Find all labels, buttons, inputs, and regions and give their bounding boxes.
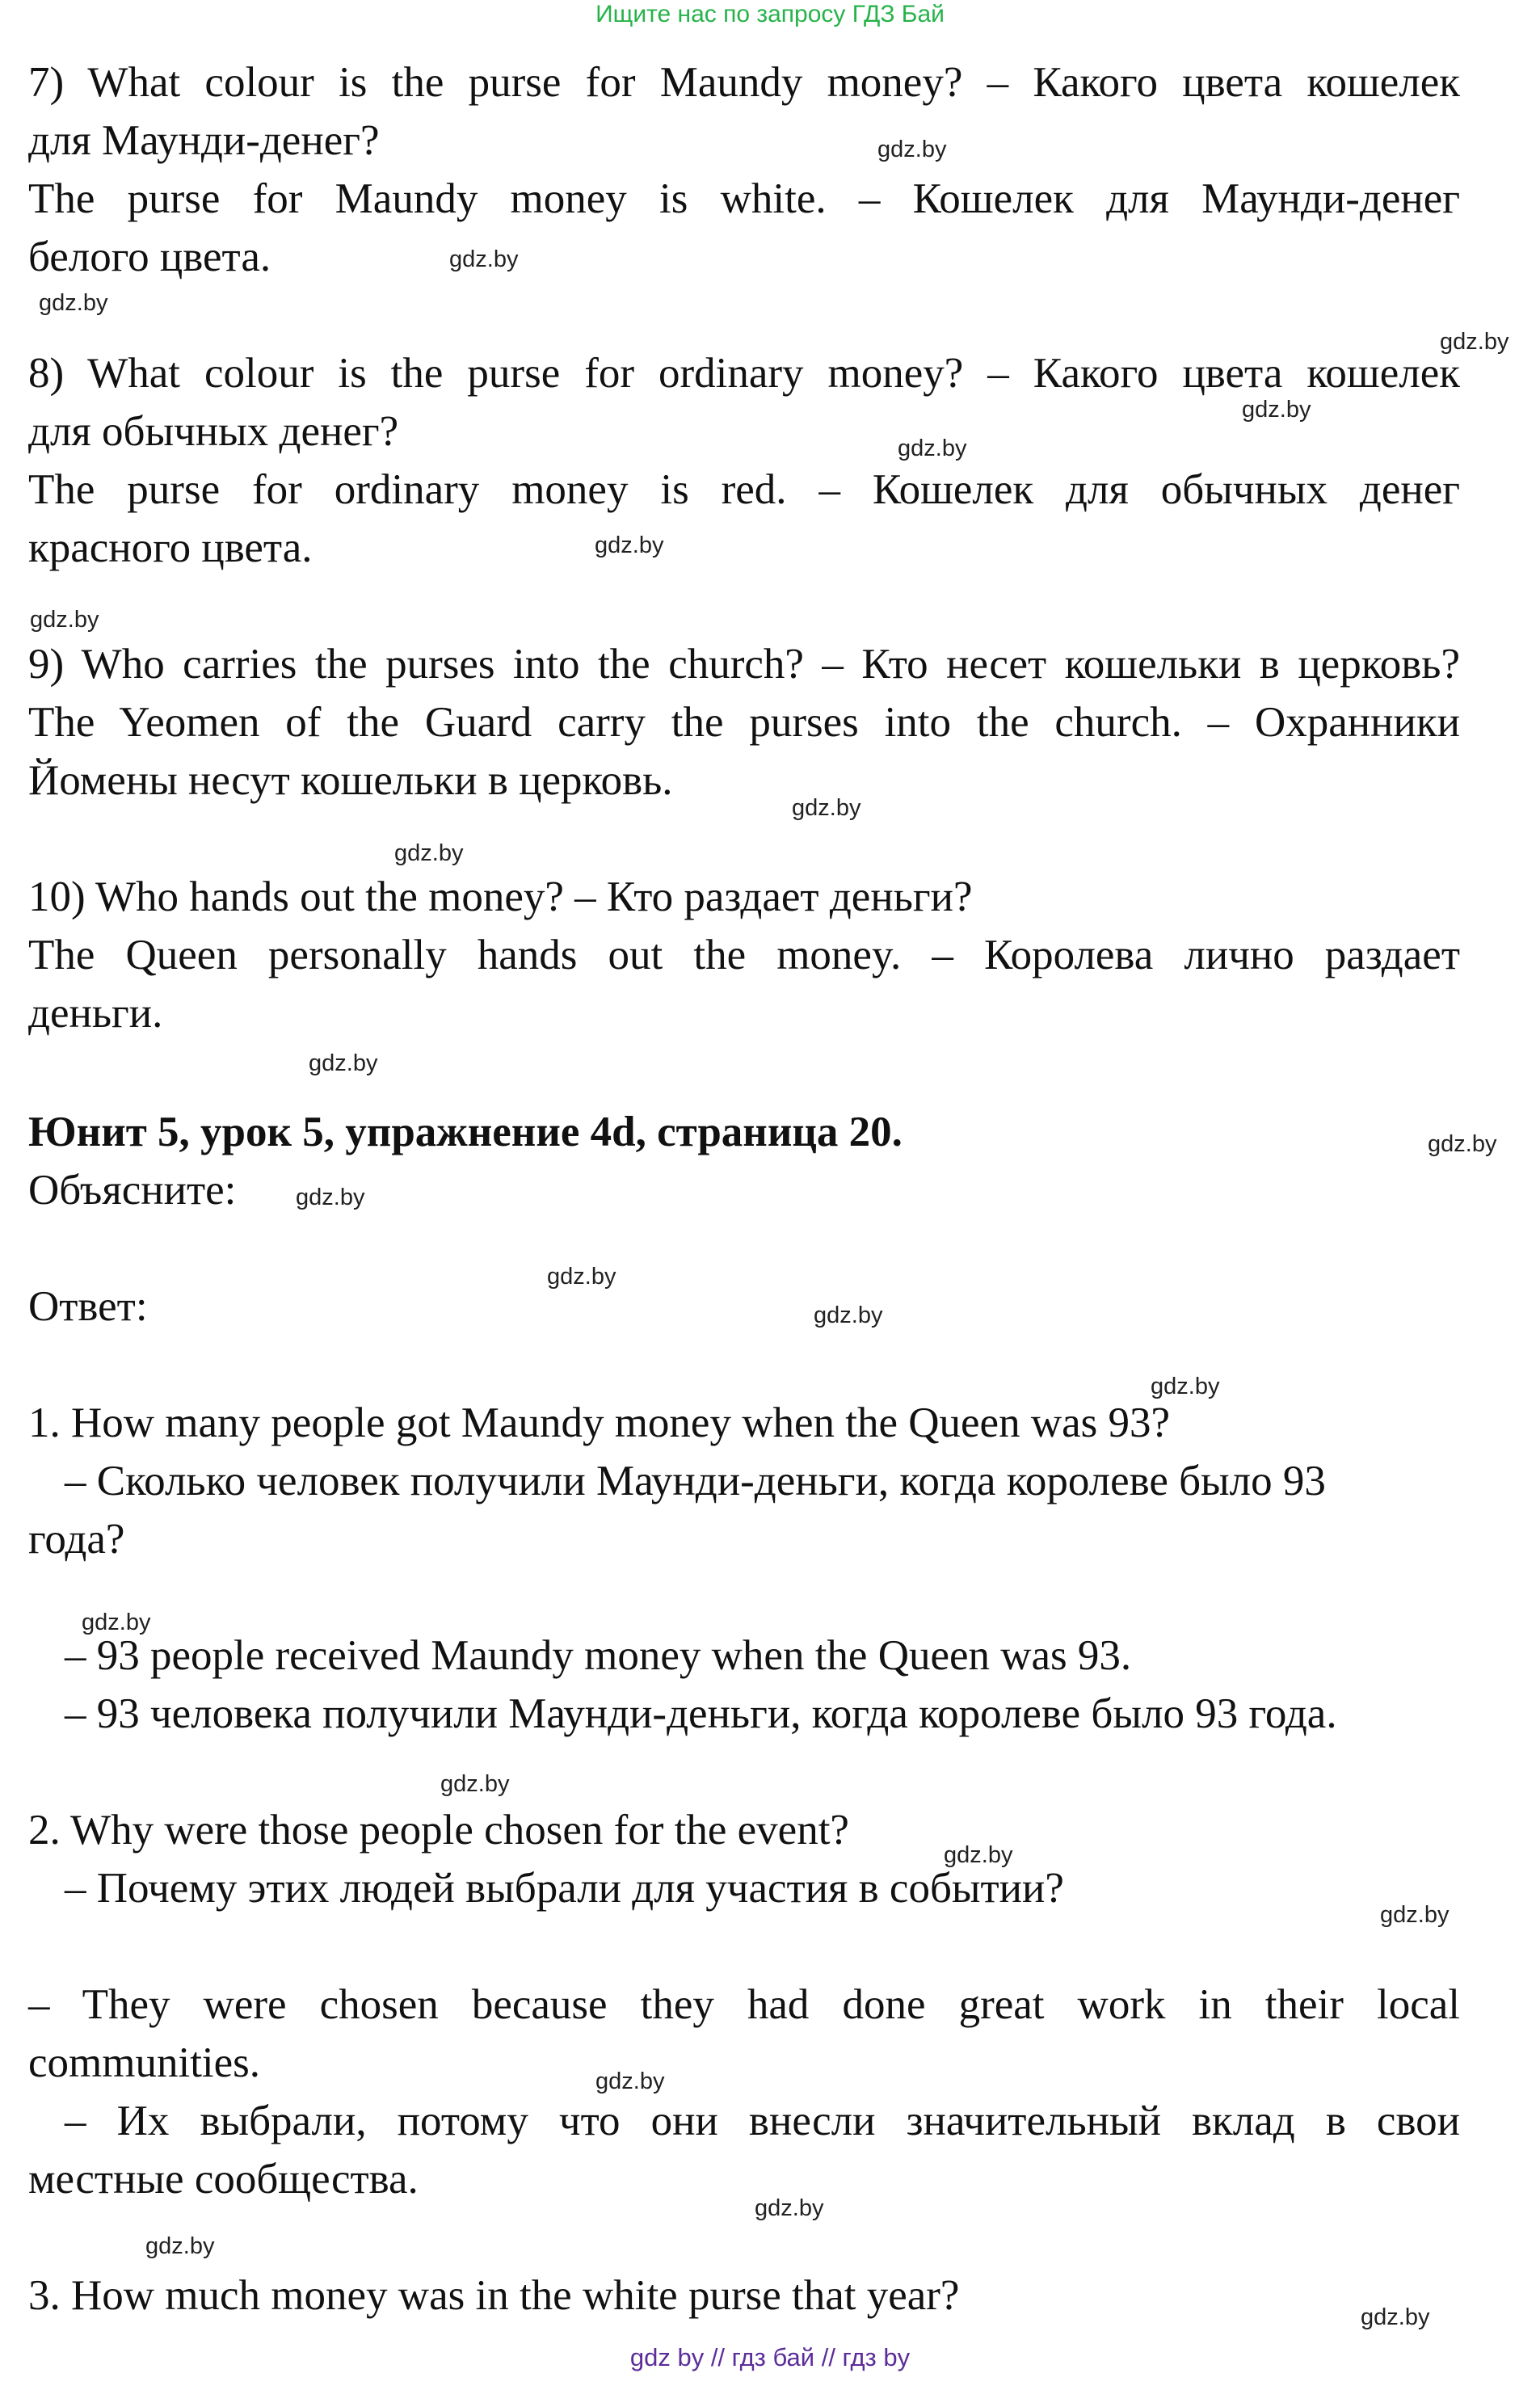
q9-question-line-1: 9) Who carries the purses into the church? – Кто несет кошельки в церковь?	[28, 641, 1460, 688]
watermark: gdz.by	[39, 290, 108, 316]
watermark: gdz.by	[145, 2233, 215, 2259]
bottom-banner: gdz by // гдз бай // гдз by	[629, 2343, 911, 2371]
watermark: gdz.by	[877, 137, 947, 162]
watermark: gdz.by	[394, 840, 464, 866]
q8-answer-line-2: красного цвета.	[28, 524, 313, 571]
item-1-translation-line-2: года?	[28, 1516, 125, 1563]
item-2-answer-translation-line-1: – Их выбрали, потому что они внесли значительный вклад в свои	[65, 2098, 1460, 2144]
watermark: gdz.by	[449, 246, 519, 272]
instruction-label: Объясните:	[28, 1167, 237, 1214]
q10-answer-line-1: The Queen personally hands out the money. – Королева лично раздает	[28, 932, 1460, 978]
watermark: gdz.by	[1428, 1131, 1497, 1157]
item-3-question: 3. How much money was in the white purse that year?	[28, 2272, 960, 2319]
item-2-answer-translation-line-2: местные сообщества.	[28, 2156, 419, 2203]
item-2-answer-line-2: communities.	[28, 2039, 261, 2086]
watermark: gdz.by	[1242, 397, 1311, 423]
watermark: gdz.by	[309, 1050, 378, 1076]
q9-answer-line-2: Йомены несут кошельки в церковь.	[28, 757, 673, 804]
item-1-answer: – 93 people received Maundy money when the Queen was 93.	[65, 1632, 1132, 1679]
item-2-answer-line-1: – They were chosen because they had done great work in their local	[28, 1981, 1460, 2028]
watermark: gdz.by	[898, 436, 967, 461]
watermark: gdz.by	[792, 795, 861, 821]
q7-question-line-2: для Маунди-денег?	[28, 117, 380, 164]
watermark: gdz.by	[814, 1302, 883, 1328]
q7-question-line-1: 7) What colour is the purse for Maundy money? – Какого цвета кошелек	[28, 59, 1460, 106]
watermark: gdz.by	[296, 1185, 365, 1210]
item-1-answer-translation: – 93 человека получили Маунди-деньги, когда королеве было 93 года.	[65, 1690, 1337, 1737]
watermark: gdz.by	[1151, 1374, 1220, 1399]
item-2-translation: – Почему этих людей выбрали для участия в событии?	[65, 1865, 1064, 1912]
watermark: gdz.by	[1361, 2304, 1430, 2330]
watermark: gdz.by	[1380, 1902, 1450, 1928]
q8-question-line-1: 8) What colour is the purse for ordinary money? – Какого цвета кошелек	[28, 350, 1460, 397]
top-banner: Ищите нас по запросу ГДЗ Бай	[595, 1, 945, 27]
watermark: gdz.by	[595, 532, 664, 558]
watermark: gdz.by	[944, 1842, 1013, 1868]
q8-answer-line-1: The purse for ordinary money is red. – Кошелек для обычных денег	[28, 466, 1460, 513]
watermark: gdz.by	[30, 607, 99, 633]
watermark: gdz.by	[755, 2195, 824, 2221]
answer-label: Ответ:	[28, 1283, 148, 1330]
watermark: gdz.by	[1440, 329, 1509, 355]
item-2-question: 2. Why were those people chosen for the event?	[28, 1807, 849, 1854]
q7-answer-line-2: белого цвета.	[28, 234, 271, 280]
watermark: gdz.by	[440, 1771, 510, 1797]
item-1-translation-line-1: – Сколько человек получили Маунди-деньги, когда королеве было 93	[65, 1458, 1326, 1504]
watermark: gdz.by	[547, 1264, 616, 1290]
watermark: gdz.by	[82, 1610, 151, 1635]
watermark: gdz.by	[595, 2068, 665, 2094]
q8-question-line-2: для обычных денег?	[28, 408, 399, 455]
q10-question-line-1: 10) Who hands out the money? – Кто раздает деньги?	[28, 873, 973, 920]
q10-answer-line-2: деньги.	[28, 990, 163, 1037]
q7-answer-line-1: The purse for Maundy money is white. – Кошелек для Маунди-денег	[28, 175, 1460, 222]
q9-answer-line-1: The Yeomen of the Guard carry the purses into the church. – Охранники	[28, 699, 1460, 746]
section-heading: Юнит 5, урок 5, упражнение 4d, страница 20.	[28, 1109, 903, 1155]
item-1-question: 1. How many people got Maundy money when the Queen was 93?	[28, 1399, 1171, 1446]
